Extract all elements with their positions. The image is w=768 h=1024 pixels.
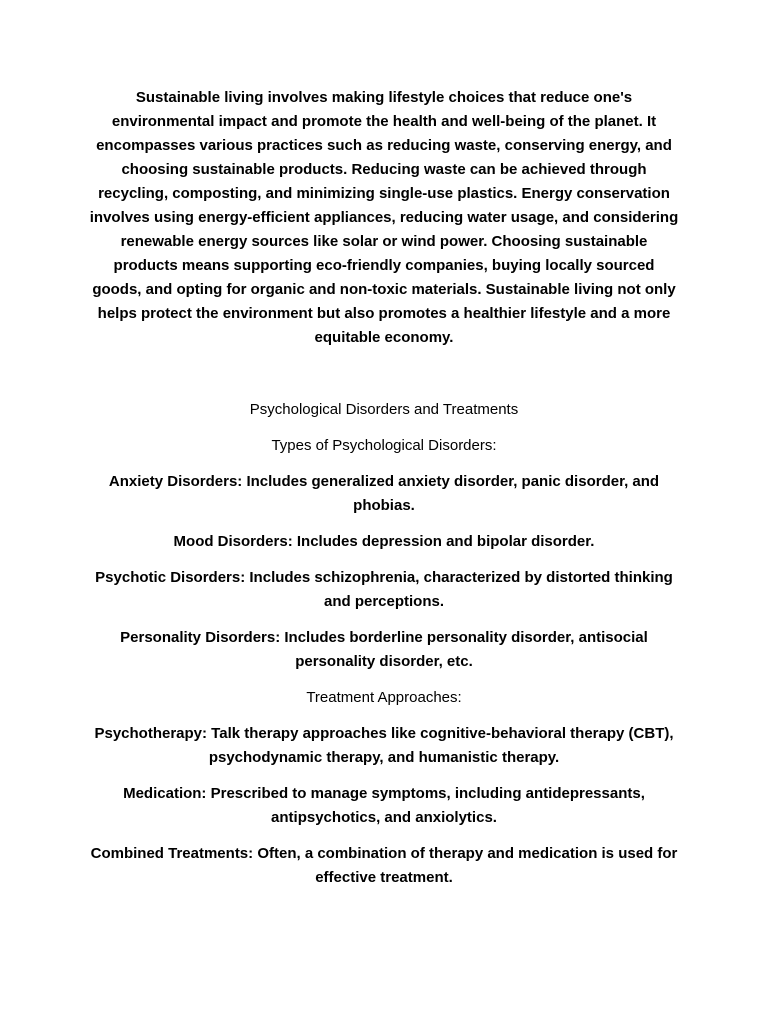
section-title: Psychological Disorders and Treatments — [249, 401, 519, 418]
treatment-item-medication: Medication: Prescribed to manage symptoms, including antidepressants, antipsychotics, and anxiolytics. — [123, 785, 645, 826]
disorder-item-anxiety: Anxiety Disorders: Includes generalized anxiety disorder, panic disorder, and phobias. — [108, 473, 660, 514]
disorder-item-mood: Mood Disorders: Includes depression and bipolar disorder. — [173, 533, 595, 550]
disorder-item-personality: Personality Disorders: Includes borderline personality disorder, antisocial personality disorder, etc. — [120, 629, 648, 670]
section-gap — [88, 350, 680, 398]
intro-paragraph: Sustainable living involves making lifestyle choices that reduce one's environmental impact and promote the health and well-being of the planet. It encompasses various practices such as reducing waste, conserving energy, and choosing sustainable products. Reducing waste can be achieved through recycling, composting, and minimizing single-use plastics. Energy conservation involves using energy-efficient appliances, reducing water usage, and considering renewable energy sources like solar or wind power. Choosing sustainable products means supporting eco-friendly companies, buying locally sourced goods, and opting for organic and non-toxic materials. Sustainable living not only helps protect the environment but also promotes a healthier lifestyle and a more equitable economy. — [89, 89, 679, 346]
types-heading: Types of Psychological Disorders: — [271, 437, 497, 454]
treatment-item-psychotherapy: Psychotherapy: Talk therapy approaches like cognitive-behavioral therapy (CBT), psychodynamic therapy, and humanistic therapy. — [94, 725, 674, 766]
treatment-item-combined: Combined Treatments: Often, a combination of therapy and medication is used for effective treatment. — [90, 845, 678, 886]
treatment-heading: Treatment Approaches: — [306, 689, 462, 706]
document-body — [88, 86, 680, 902]
disorder-item-psychotic: Psychotic Disorders: Includes schizophrenia, characterized by distorted thinking and perceptions. — [95, 569, 673, 610]
